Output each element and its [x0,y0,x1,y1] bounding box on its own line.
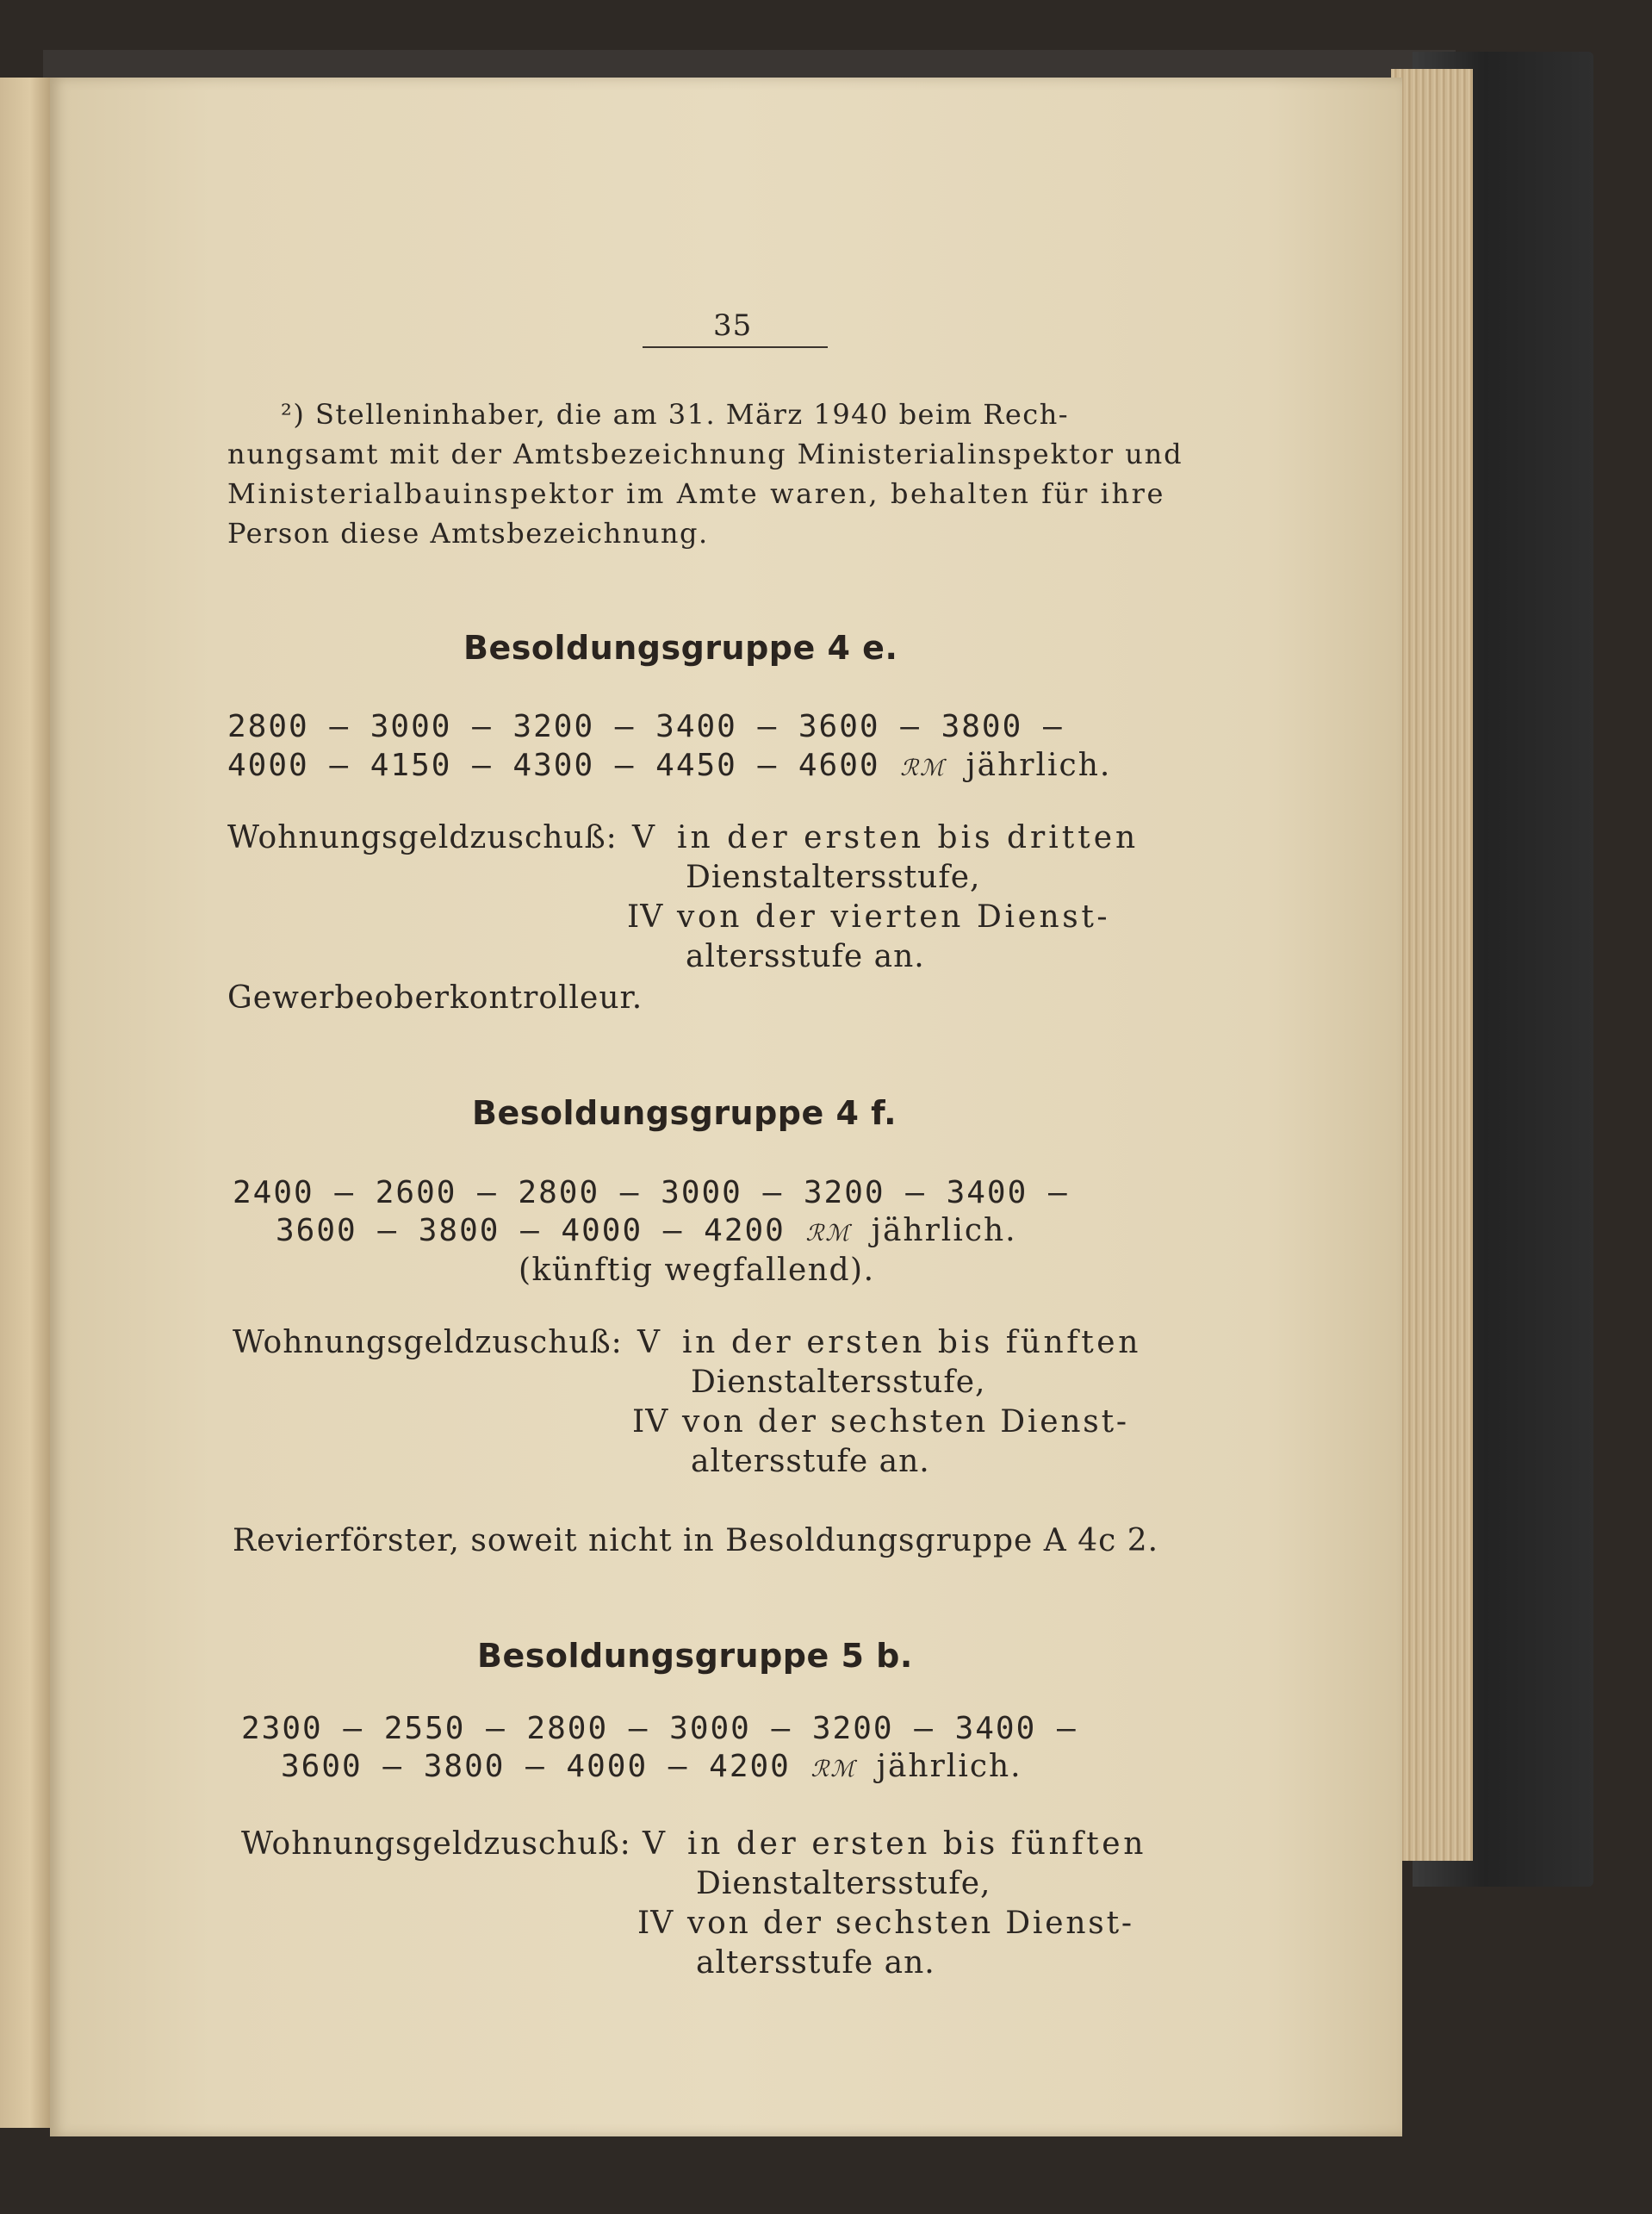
page-number-rule [643,346,828,348]
section-heading-5b: Besoldungsgruppe 5 b. [477,1637,913,1675]
page-edges [1391,69,1473,1861]
footnote-line: Person diese Amtsbezeichnung. [227,517,709,550]
salary-scale-values: 3600 — 3800 — 4000 — 4200 [276,1213,786,1248]
position-title: Revierförster, soweit nicht in Besoldungsgruppe A 4c 2. [233,1523,1159,1558]
allowance-text: in der ersten bis dritten [677,820,1140,855]
allowance-text: Dienstaltersstufe, [696,1866,991,1901]
allowance-text: von der sechsten Dienst- [682,1404,1129,1440]
housing-allowance-label: Wohnungsgeldzuschuß: [227,820,618,855]
allowance-text: altersstufe an. [696,1945,935,1981]
salary-scale-line [281,1749,1022,1784]
footnote-line: ²) Stelleninhaber, die am 31. März 1940 beim Rech- [281,398,1070,431]
facing-page-edge [0,78,50,2128]
allowance-class-iv: IV [637,1906,674,1941]
salary-scale-line: 2300 — 2550 — 2800 — 3000 — 3200 — 3400 — [241,1711,1078,1746]
allowance-text: Dienstaltersstufe, [686,860,981,895]
allowance-class-v: V [632,820,655,855]
allowance-class-v: V [643,1826,666,1862]
position-title: Gewerbeoberkontrolleur. [227,980,643,1016]
footnote-line: Ministerialbauinspektor im Amte waren, behalten für ihre [227,477,1166,510]
note-discontinued: (künftig wegfallend). [519,1253,875,1288]
allowance-class-iv: IV [627,899,664,935]
section-heading-4e: Besoldungsgruppe 4 e. [463,629,898,667]
salary-scale-line: 2800 — 3000 — 3200 — 3400 — 3600 — 3800 — [227,709,1064,744]
allowance-text: Dienstaltersstufe, [691,1365,986,1400]
footnote-line: nungsamt mit der Amtsbezeichnung Ministerialinspektor und [227,438,1183,470]
salary-scale-values: 4000 — 4150 — 4300 — 4450 — 4600 [227,748,880,783]
allowance-class-v: V [637,1325,661,1360]
allowance-class-iv: IV [632,1404,669,1440]
salary-scale-line: 2400 — 2600 — 2800 — 3000 — 3200 — 3400 — [233,1175,1069,1210]
salary-scale-values: 3600 — 3800 — 4000 — 4200 [281,1749,791,1784]
allowance-text: in der ersten bis fünften [682,1325,1141,1360]
page-number: 35 [713,308,753,343]
per-year-label: jährlich. [966,748,1112,783]
per-year-label: jährlich. [871,1213,1017,1248]
allowance-text: in der ersten bis fünften [687,1826,1146,1862]
section-heading-4f: Besoldungsgruppe 4 f. [472,1094,897,1132]
allowance-text: altersstufe an. [691,1444,930,1479]
housing-allowance-label: Wohnungsgeldzuschuß: [233,1325,623,1360]
allowance-text: altersstufe an. [686,939,925,974]
salary-scale-line [227,748,1111,783]
reichsmark-symbol: ℛℳ [900,756,946,781]
allowance-text: von der sechsten Dienst- [687,1906,1134,1941]
reichsmark-symbol: ℛℳ [805,1221,852,1247]
per-year-label: jährlich. [876,1749,1022,1784]
salary-scale-line [276,1213,1017,1248]
allowance-text: von der vierten Dienst- [677,899,1111,935]
housing-allowance-label: Wohnungsgeldzuschuß: [241,1826,631,1862]
book-page [50,78,1402,2136]
reichsmark-symbol: ℛℳ [810,1757,857,1782]
